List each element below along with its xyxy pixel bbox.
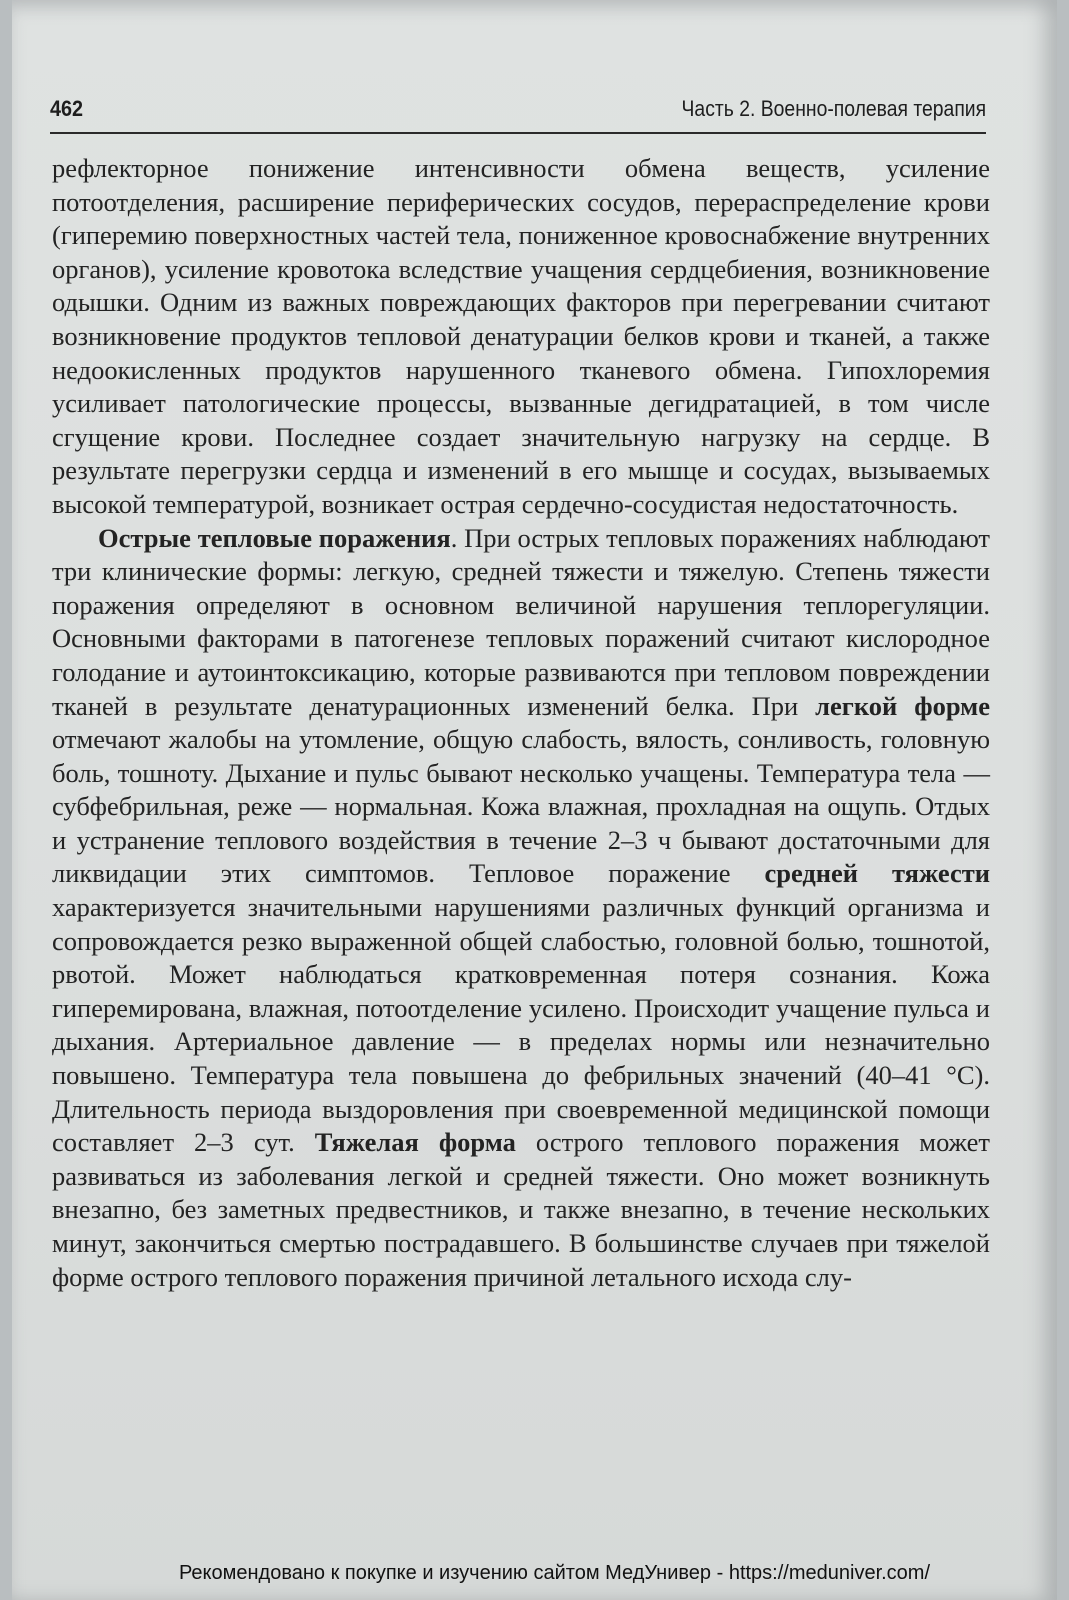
- book-page: [12, 0, 1057, 1600]
- running-head: Часть 2. Военно-полевая терапия: [681, 96, 986, 121]
- paragraph-2-text-c: характеризуется значительными нарушениями различных функций организма и сопровождается резко выраженной общей слабостью, головной болью, тошнотой, рвотой. Может наблюдаться кратковременная потеря сознания. Кожа гиперемирована, влажная, потоотделение усилено. Происходит учащение пульса и дыхания. Артериальное давление — в пределах нормы или незначительно повышено. Температура тела повышена до фебрильных значений (40–41 °С). Длительность периода выздоровления при своевременной медицинской помощи составляет 2–3 сут.: [52, 892, 990, 1158]
- term-medium-severity: средней тяжести: [764, 858, 990, 889]
- page-header: [50, 92, 986, 134]
- page-number: 462: [50, 96, 84, 121]
- term-acute-heat-injuries: Острые тепловые поражения: [98, 522, 451, 553]
- paragraph-2-text-b: отмечают жалобы на утомление, общую слабость, вялость, сонливость, головную боль, тошноту. Дыхание и пульс бывают несколько учащены. Температура тела — субфебрильная, реже — нормальная. Кожа влажная, прохладная на ощупь. Отдых и устранение теплового воздействия в течение 2–3 ч бывают достаточными для ликвидации этих симптомов. Тепловое поражение: [52, 724, 990, 889]
- term-severe-form: Тяжелая форма: [314, 1127, 516, 1158]
- paragraph-2-text-d: острого теплового поражения может развиваться из заболевания легкой и средней тяжести. Оно может возникнуть внезапно, без заметных предвестников, и также внезапно, в течение нескольких минут, закончиться смертью пострадавшего. В большинстве случаев при тяжелой форме острого теплового поражения причиной летального исхода слу-: [52, 1127, 990, 1292]
- paragraph-2-text-a: . При острых тепловых поражениях наблюдают три клинические формы: легкую, средней тяжести и тяжелую. Степень тяжести поражения определяют в основном величиной нарушения теплорегуляции. Основными факторами в патогенезе тепловых поражений считают кислородное голодание и аутоинтоксикацию, которые развиваются при тепловом повреждении тканей в результате денатурационных изменений белка. При: [52, 522, 990, 721]
- watermark-footer: [0, 1562, 1069, 1585]
- watermark-text: Рекомендовано к покупке и изучению сайтом МедУнивер - https://meduniver.com/: [178, 1562, 931, 1584]
- term-light-form: легкой форме: [815, 690, 990, 721]
- paragraph-1: рефлекторное понижение интенсивности обмена веществ, усиление потоотделения, расширение периферических сосудов, перераспределение крови (гиперемию поверхностных частей тела, пониженное кровоснабжение внутренних органов), усиление кровотока вследствие учащения сердцебиения, возникновение одышки. Одним из важных повреждающих факторов при перегревании считают возникновение продуктов тепловой денатурации белков крови и тканей, а также недоокисленных продуктов нарушенного тканевого обмена. Гипохлоремия усиливает патологические процессы, вызванные дегидратацией, в том числе сгущение крови. Последнее создает значительную нагрузку на сердце. В результате перегрузки сердца и изменений в его мышце и сосудах, вызываемых высокой температурой, возникает острая сердечно-сосудистая недостаточность.: [52, 153, 990, 519]
- body-text: [52, 152, 990, 1294]
- paragraph-2: [52, 522, 990, 1295]
